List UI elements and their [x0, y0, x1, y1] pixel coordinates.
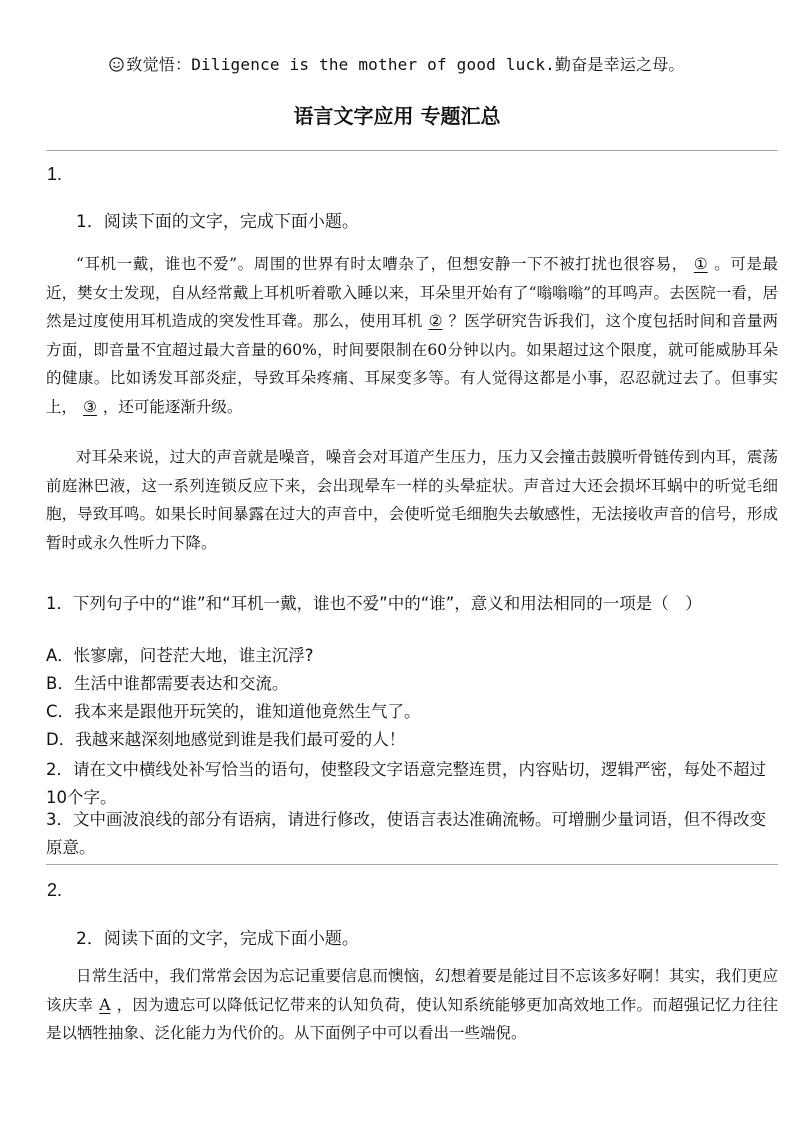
option-d: D．我越来越深刻地感觉到谁是我们最可爱的人！: [46, 730, 406, 749]
question-text: 1．下列句子中的“谁”和“耳机一戴，谁也不爱”中的“谁”，意义和用法相同的一项是（ ）: [46, 594, 702, 613]
option-a: A．怅寥廓，问苍茫大地，谁主沉浮?: [46, 646, 314, 665]
answer-blank: ①: [693, 255, 708, 273]
section-number: 1.: [47, 164, 63, 184]
passage-paragraph: [46, 250, 778, 421]
answer-blank: ②: [428, 312, 443, 330]
divider: [46, 864, 778, 865]
section-instruction: 2．阅读下面的文字，完成下面小题。: [76, 929, 359, 949]
answer-blank: A: [99, 995, 111, 1014]
passage-paragraph: [46, 962, 778, 1048]
page-title: 语言文字应用 专题汇总: [293, 104, 501, 128]
passage-text: ，因为遗忘可以降低记忆带来的认知负荷，使认知系统能够更加高效地工作。而超强记忆力往往是以牺牲抽象、泛化能力为代价的。从下面例子中可以看出一些端倪。: [46, 995, 778, 1042]
motto-text: 致觉悟：Diligence is the mother of good luck.勤奋是幸运之母。: [126, 55, 685, 74]
section-number: 2.: [47, 880, 63, 900]
passage-text: ？医学研究告诉我们，这个度包括时间和音量两方面，即音量不宜超过最大音量的60%，时间要限制在60分钟以内。如果超过这个限度，就可能威胁耳朵的健康。比如诱发耳部炎症，导致耳朵疼痛、耳屎变多等。有人觉得这都是小事，忍忍就过去了。但事实上，: [46, 312, 778, 416]
passage-text: ，还可能逐渐升级。: [102, 397, 243, 416]
passage-text: 。可是最近，樊女士发现，自从经常戴上耳机听着歌入睡以来，耳朵里开始有了“嗡嗡嗡”的耳鸣声。去医院一看，居然是过度使用耳机造成的突发性耳聋。那么，使用耳机: [46, 255, 778, 330]
question-text: 3．文中画波浪线的部分有语病，请进行修改，使语言表达准确流畅。可增删少量词语，但不得改变原意。: [46, 810, 766, 857]
divider: [46, 150, 778, 151]
smiley-icon: [109, 57, 124, 72]
answer-blank: ③: [83, 397, 97, 416]
passage-paragraph: 对耳朵来说，过大的声音就是噪音，噪音会对耳道产生压力，压力又会撞击鼓膜听骨链传到内耳，震荡前庭淋巴液，这一系列连锁反应下来，会出现晕车一样的头晕症状。声音过大还会损坏耳蜗中的听觉毛细胞，导致耳鸣。如果长时间暴露在过大的声音中，会使听觉毛细胞失去敏感性，无法接收声音的信号，形成暂时或永久性听力下降。: [46, 448, 778, 552]
question-text: 2．请在文中横线处补写恰当的语句，使整段文字语意完整连贯，内容贴切，逻辑严密，每处不超过10个字。: [46, 760, 766, 807]
option-c: C．我本来是跟他开玩笑的，谁知道他竟然生气了。: [46, 702, 421, 721]
passage-text: “耳机一戴，谁也不爱”。周围的世界有时太嘈杂了，但想安静一下不被打扰也很容易，: [76, 255, 688, 273]
passage-text: 日常生活中，我们常常会因为忘记重要信息而懊恼，幻想着要是能过目不忘该多好啊！其实，我们更应该庆幸: [46, 967, 778, 1014]
motto-line: [0, 52, 794, 75]
section-instruction: 1．阅读下面的文字，完成下面小题。: [76, 212, 359, 232]
option-b: B．生活中谁都需要表达和交流。: [46, 674, 289, 693]
